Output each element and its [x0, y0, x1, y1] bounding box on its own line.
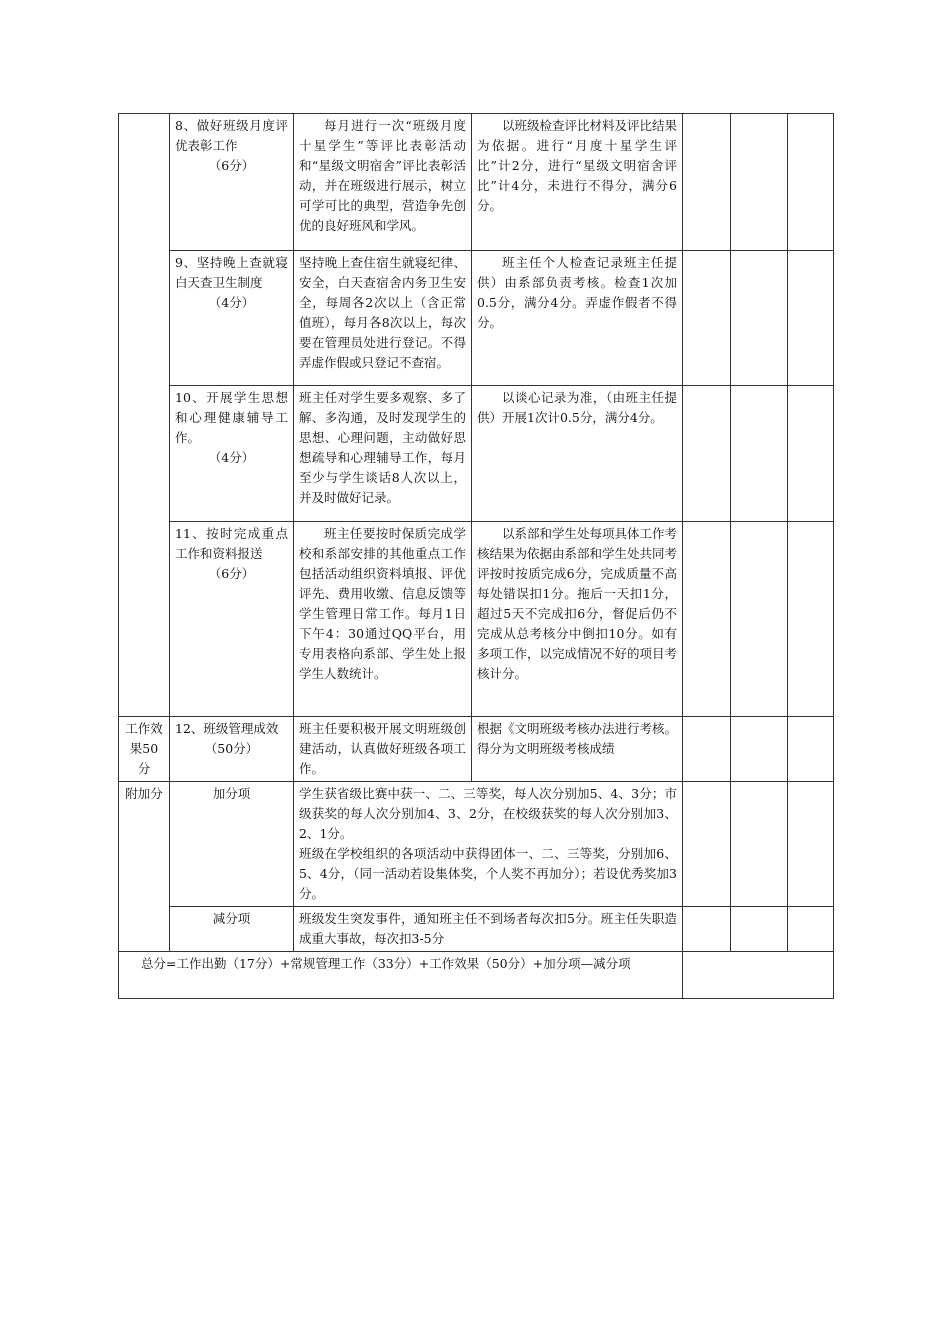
category-cell: 附加分 — [119, 782, 170, 952]
total-score-cell — [683, 952, 834, 999]
method-cell: 根据《文明班级考核办法进行考核。得分为文明班级考核成绩 — [472, 717, 683, 782]
penalty-text: 班级发生突发事件，通知班主任不到场者每次扣5分。班主任失职造成重大事故，每次扣3-5分 — [294, 907, 683, 952]
item-cell: 12、班级管理成效 （50分） — [170, 717, 294, 782]
total-formula: 总分=工作出勤（17分）+常规管理工作（33分）+工作效果（50分）+加分项—减分项 — [119, 952, 683, 999]
item-cell: 8、做好班级月度评优表彰工作 （6分） — [170, 114, 294, 251]
table-row — [119, 114, 834, 251]
requirement-cell: 班主任对学生要多观察、多了解、多沟通，及时发现学生的思想、心理问题，主动做好思想疏导和心理辅导工作，每月至少与学生谈话8人次以上，并及时做好记录。 — [294, 386, 472, 522]
method-cell: 以系部和学生处每项具体工作考核结果为依据由系部和学生处共同考评按时按质完成6分，完成质量不高每处错误扣1分。拖后一天扣1分，超过5天不完成扣6分，督促后仍不完成从总考核分中倒扣10分。如有多项工作，以完成情况不好的项目考核计分。 — [472, 522, 683, 717]
item-cell: 10、开展学生思想和心理健康辅导工作。 （4分） — [170, 386, 294, 522]
table-row — [119, 522, 834, 717]
method-cell: 班主任个人检查记录班主任提供）由系部负责考核。检查1次加0.5分，满分4分。弄虚作假者不得分。 — [472, 251, 683, 386]
score-cell — [788, 907, 834, 952]
method-cell: 以谈心记录为准，（由班主任提供）开展1次计0.5分，满分4分。 — [472, 386, 683, 522]
score-cell — [683, 717, 731, 782]
table-row — [119, 386, 834, 522]
requirement-cell: 坚持晚上查住宿生就寝纪律、安全，白天查宿舍内务卫生安全，每周各2次以上（含正常值班），每月各8次以上，每次要在管理员处进行登记。不得弄虚作假或只登记不查宿。 — [294, 251, 472, 386]
table-row — [119, 251, 834, 386]
table-row — [119, 782, 834, 907]
score-cell — [788, 114, 834, 251]
score-cell — [788, 251, 834, 386]
score-cell — [731, 251, 788, 386]
requirement-cell: 班主任要积极开展文明班级创建活动，认真做好班级各项工作。 — [294, 717, 472, 782]
score-cell — [731, 907, 788, 952]
score-cell — [683, 782, 731, 907]
score-cell — [731, 782, 788, 907]
table-row — [119, 907, 834, 952]
score-cell — [683, 386, 731, 522]
score-cell — [731, 114, 788, 251]
score-cell — [788, 522, 834, 717]
item-cell: 9、坚持晚上查就寝白天查卫生制度 （4分） — [170, 251, 294, 386]
assessment-table — [118, 113, 834, 999]
bonus-text: 学生获省级比赛中获一、二、三等奖，每人次分别加5、4、3分；市级获奖的每人次分别加4、3、2分，在校级获奖的每人次分别加3、2、1分。 班级在学校组织的各项活动中获得团体一、二、三等奖，分别加6、5、4分，（同一活动若设集体奖，个人奖不再加分）；若设优秀奖加3分。 — [294, 782, 683, 907]
score-cell — [683, 907, 731, 952]
score-cell — [788, 782, 834, 907]
method-cell: 以班级检查评比材料及评比结果为依据。进行“月度十星学生评比”计2分，进行“星级文明宿舍评比”计4分，未进行不得分，满分6分。 — [472, 114, 683, 251]
score-cell — [731, 386, 788, 522]
score-cell — [683, 114, 731, 251]
score-cell — [683, 522, 731, 717]
score-cell — [731, 717, 788, 782]
score-cell — [788, 386, 834, 522]
score-cell — [683, 251, 731, 386]
requirement-cell: 班主任要按时保质完成学校和系部安排的其他重点工作包括活动组织资料填报、评优评先、费用收缴、信息反馈等学生管理日常工作。每月1日下午4：30通过QQ平台，用专用表格向系部、学生处上报学生人数统计。 — [294, 522, 472, 717]
category-cell — [119, 114, 170, 717]
item-cell: 11、按时完成重点工作和资料报送 （6分） — [170, 522, 294, 717]
table-row — [119, 717, 834, 782]
category-cell: 工作效果50分 — [119, 717, 170, 782]
table-row — [119, 952, 834, 999]
requirement-cell: 每月进行一次“班级月度十星学生”等评比表彰活动和“星级文明宿舍”评比表彰活动，并在班级进行展示，树立可学可比的典型，营造争先创优的良好班风和学风。 — [294, 114, 472, 251]
penalty-label: 减分项 — [170, 907, 294, 952]
bonus-label: 加分项 — [170, 782, 294, 907]
score-cell — [731, 522, 788, 717]
score-cell — [788, 717, 834, 782]
